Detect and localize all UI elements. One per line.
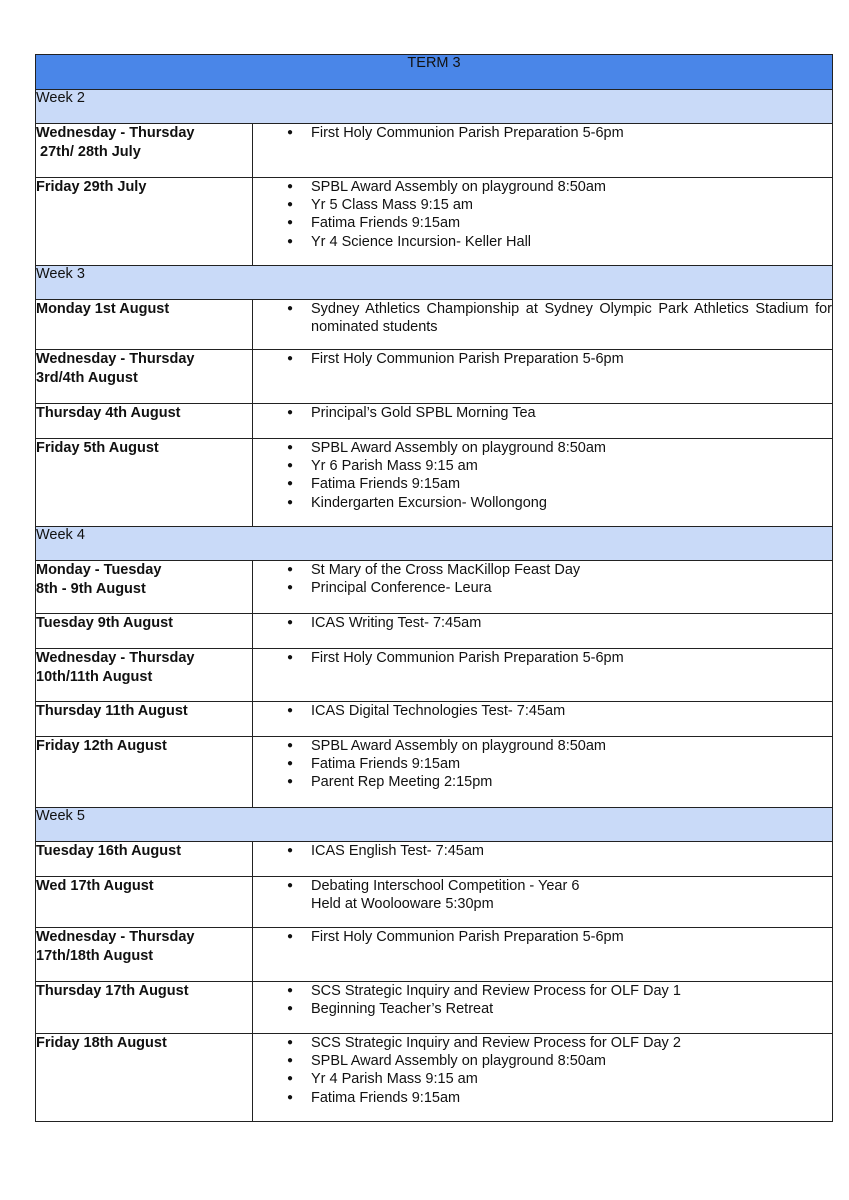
event-item: [311, 737, 832, 755]
event-item: [311, 1089, 832, 1107]
event-item: [311, 233, 832, 251]
term-title-row: [36, 55, 833, 90]
schedule-row: [36, 124, 833, 178]
event-list: [253, 702, 832, 720]
event-list: [253, 350, 832, 368]
day-cell: [36, 561, 253, 614]
event-text: First Holy Communion Parish Preparation 5-6pm: [311, 351, 624, 367]
schedule-row: [36, 842, 833, 877]
event-text: SPBL Award Assembly on playground 8:50am: [311, 440, 607, 456]
event-item: [311, 350, 832, 368]
event-item: [311, 702, 832, 720]
event-list: [253, 982, 832, 1018]
week-header-row: [36, 808, 833, 842]
schedule-row: [36, 561, 833, 614]
events-cell: [253, 982, 833, 1034]
day-cell: [36, 842, 253, 877]
event-item: [311, 561, 832, 579]
event-item: [311, 475, 832, 493]
event-text: First Holy Communion Parish Preparation 5-6pm: [311, 929, 624, 945]
day-cell: [36, 614, 253, 649]
event-list: [253, 649, 832, 667]
event-text: SPBL Award Assembly on playground 8:50am: [311, 738, 607, 754]
events-cell: [253, 877, 833, 928]
events-cell: [253, 928, 833, 982]
day-label: Wednesday - Thursday: [36, 650, 195, 666]
event-list: [253, 842, 832, 860]
event-text: Fatima Friends 9:15am: [311, 1089, 461, 1106]
event-text: SPBL Award Assembly on playground 8:50am: [311, 1053, 607, 1070]
event-item: [311, 877, 832, 913]
schedule-row: [36, 982, 833, 1034]
event-text: Principal Conference- Leura: [311, 580, 492, 597]
event-item: [311, 649, 832, 667]
event-item: [311, 457, 832, 475]
week-label: Week 4: [36, 527, 833, 561]
events-cell: [253, 737, 833, 808]
events-cell: [253, 350, 833, 404]
event-list: [253, 439, 832, 512]
event-text: ICAS Digital Technologies Test- 7:45am: [311, 703, 566, 719]
date-label: 27th/ 28th July: [36, 144, 141, 160]
schedule-row: [36, 614, 833, 649]
schedule-row: [36, 300, 833, 350]
event-text: Yr 6 Parish Mass 9:15 am: [311, 458, 478, 475]
day-cell: [36, 982, 253, 1034]
events-cell: [253, 300, 833, 350]
event-item: [311, 439, 832, 457]
day-label: Thursday 11th August: [36, 703, 188, 719]
event-text: Parent Rep Meeting 2:15pm: [311, 774, 493, 791]
day-label: Friday 5th August: [36, 440, 159, 456]
event-item: [311, 842, 832, 860]
event-text: Beginning Teacher’s Retreat: [311, 1001, 494, 1018]
day-cell: [36, 928, 253, 982]
event-text: Fatima Friends 9:15am: [311, 756, 461, 773]
day-cell: [36, 124, 253, 178]
day-label: Friday 12th August: [36, 738, 167, 754]
week-header-row: [36, 266, 833, 300]
event-text: SCS Strategic Inquiry and Review Process for OLF Day 1: [311, 983, 681, 999]
day-cell: [36, 737, 253, 808]
event-item: [311, 755, 832, 773]
event-text: Principal’s Gold SPBL Morning Tea: [311, 405, 536, 421]
day-label: Friday 18th August: [36, 1035, 167, 1051]
event-list: [253, 124, 832, 142]
day-label: Wednesday - Thursday: [36, 929, 195, 945]
event-text: Sydney Athletics Championship at Sydney Olympic Park Athletics Stadium for nominated students: [311, 301, 833, 336]
event-text: ICAS Writing Test- 7:45am: [311, 615, 482, 631]
event-text: Kindergarten Excursion- Wollongong: [311, 494, 547, 511]
day-label: Monday 1st August: [36, 301, 170, 317]
events-cell: [253, 124, 833, 178]
event-item: [311, 579, 832, 597]
schedule-row: [36, 877, 833, 928]
day-cell: [36, 350, 253, 404]
event-text: Debating Interschool Competition - Year 6: [311, 878, 580, 894]
event-subtext: Held at Woolooware 5:30pm: [311, 896, 494, 913]
day-cell: [36, 1034, 253, 1122]
day-label: Wed 17th August: [36, 878, 154, 894]
event-item: [311, 178, 832, 196]
events-cell: [253, 404, 833, 439]
event-list: [253, 178, 832, 251]
day-label: Tuesday 9th August: [36, 615, 173, 631]
day-label: Friday 29th July: [36, 179, 147, 195]
event-item: [311, 196, 832, 214]
event-item: [311, 773, 832, 791]
week-header-row: [36, 90, 833, 124]
day-label: Monday - Tuesday: [36, 562, 162, 578]
schedule-row: [36, 649, 833, 702]
week-label: Week 2: [36, 90, 833, 124]
event-list: [253, 614, 832, 632]
events-cell: [253, 439, 833, 527]
events-cell: [253, 561, 833, 614]
event-item: [311, 982, 832, 1000]
week-label: Week 3: [36, 266, 833, 300]
event-text: Yr 4 Science Incursion- Keller Hall: [311, 233, 532, 250]
event-item: [311, 300, 832, 336]
event-list: [253, 737, 832, 792]
date-label: 10th/11th August: [36, 669, 153, 685]
date-label: 17th/18th August: [36, 948, 154, 964]
schedule-row: [36, 702, 833, 737]
event-item: [311, 1000, 832, 1018]
event-list: [253, 404, 832, 422]
schedule-body: [36, 55, 833, 1122]
events-cell: [253, 649, 833, 702]
event-list: [253, 877, 832, 913]
day-cell: [36, 178, 253, 266]
day-label: Wednesday - Thursday: [36, 351, 195, 367]
event-text: St Mary of the Cross MacKillop Feast Day: [311, 562, 581, 578]
event-item: [311, 1052, 832, 1070]
day-label: Wednesday - Thursday: [36, 125, 195, 141]
event-item: [311, 214, 832, 232]
event-item: [311, 614, 832, 632]
week-header-row: [36, 527, 833, 561]
day-cell: [36, 649, 253, 702]
event-list: [253, 1034, 832, 1107]
date-label: 8th - 9th August: [36, 581, 146, 597]
schedule-row: [36, 350, 833, 404]
event-list: [253, 300, 832, 336]
event-text: First Holy Communion Parish Preparation 5-6pm: [311, 650, 624, 666]
schedule-row: [36, 1034, 833, 1122]
event-list: [253, 928, 832, 946]
event-text: SPBL Award Assembly on playground 8:50am: [311, 179, 607, 195]
event-item: [311, 124, 832, 142]
event-text: First Holy Communion Parish Preparation 5-6pm: [311, 125, 624, 141]
day-cell: [36, 439, 253, 527]
event-text: Fatima Friends 9:15am: [311, 476, 461, 493]
day-label: Thursday 17th August: [36, 983, 189, 999]
event-text: Fatima Friends 9:15am: [311, 215, 461, 232]
schedule-row: [36, 178, 833, 266]
schedule-row: [36, 928, 833, 982]
events-cell: [253, 178, 833, 266]
event-item: [311, 928, 832, 946]
event-item: [311, 1034, 832, 1052]
term-schedule-table: [35, 54, 833, 1122]
day-cell: [36, 877, 253, 928]
event-item: [311, 494, 832, 512]
schedule-row: [36, 404, 833, 439]
event-text: SCS Strategic Inquiry and Review Process for OLF Day 2: [311, 1035, 681, 1051]
term-title: TERM 3: [36, 55, 833, 90]
events-cell: [253, 1034, 833, 1122]
day-cell: [36, 300, 253, 350]
date-label: 3rd/4th August: [36, 370, 138, 386]
event-list: [253, 561, 832, 597]
event-item: [311, 1070, 832, 1088]
events-cell: [253, 614, 833, 649]
schedule-row: [36, 439, 833, 527]
day-label: Tuesday 16th August: [36, 843, 182, 859]
day-cell: [36, 702, 253, 737]
day-cell: [36, 404, 253, 439]
event-text: Yr 4 Parish Mass 9:15 am: [311, 1071, 478, 1088]
event-text: Yr 5 Class Mass 9:15 am: [311, 197, 473, 214]
day-label: Thursday 4th August: [36, 405, 181, 421]
event-item: [311, 404, 832, 422]
events-cell: [253, 702, 833, 737]
schedule-row: [36, 737, 833, 808]
event-text: ICAS English Test- 7:45am: [311, 843, 485, 859]
week-label: Week 5: [36, 808, 833, 842]
events-cell: [253, 842, 833, 877]
